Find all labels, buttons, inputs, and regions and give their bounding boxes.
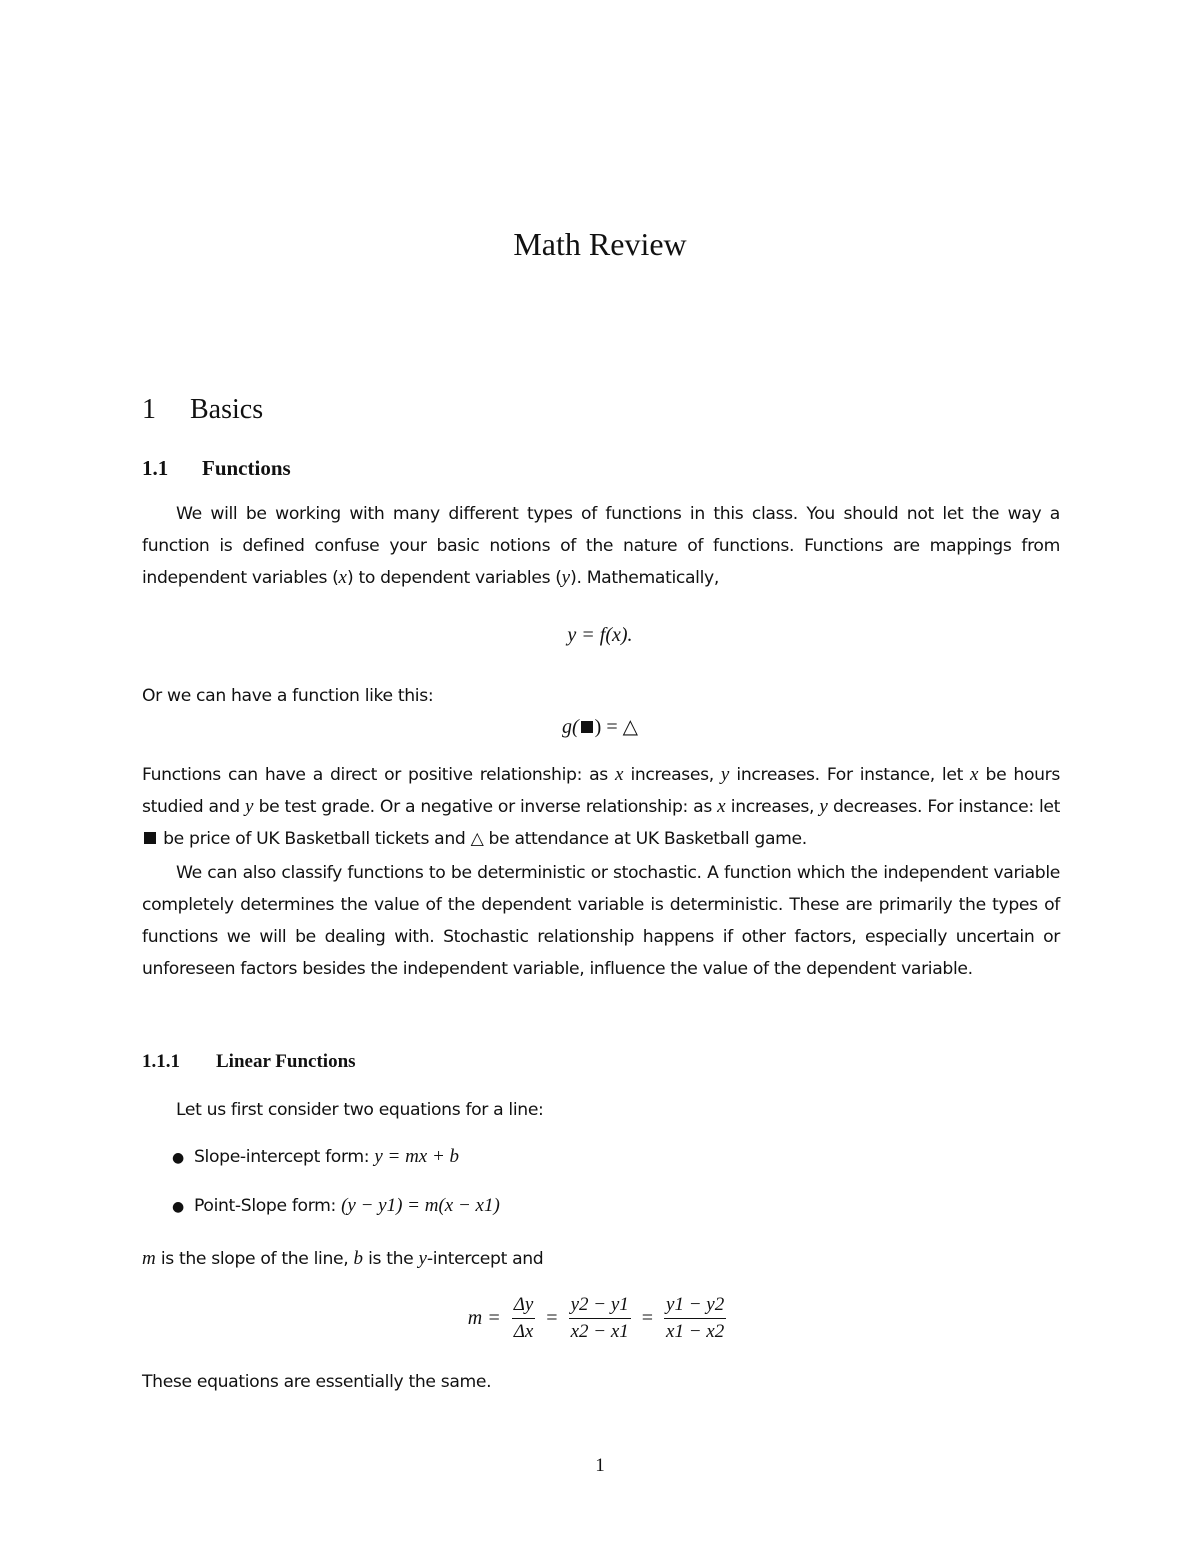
fraction-numerator: y2 − y1 <box>569 1294 631 1319</box>
bullet-math: (y − y1) = m(x − x1) <box>341 1195 500 1216</box>
paragraph-deterministic: We can also classify functions to be deterministic or stochastic. A function which the independent variable completely determines the value of the dependent variable is deterministic. These are primarily the types of functions we will be dealing with. Stochastic relationship happens if other factors, especially uncertain or unforeseen factors besides the independent variable, influence the value of the dependent variable. <box>142 863 1060 979</box>
equation-g-square <box>0 714 1200 739</box>
fraction-delta <box>512 1294 536 1343</box>
para2-f: increases, <box>725 797 820 817</box>
para2-e: be test grade. Or a negative or inverse relationship: as <box>253 797 718 817</box>
bullet-label: Point-Slope form: <box>194 1196 342 1216</box>
fraction-y2-y1 <box>569 1294 631 1343</box>
para1-var-y: y <box>561 567 571 588</box>
subsection-title: Functions <box>202 456 291 480</box>
slope-line-d: -intercept and <box>426 1249 544 1269</box>
bullet-icon: ● <box>172 1199 184 1215</box>
black-square-symbol <box>581 721 593 733</box>
var-y: y <box>720 764 730 785</box>
para2-a: Functions can have a direct or positive relationship: as <box>142 765 615 785</box>
page-number: 1 <box>595 1455 605 1476</box>
section-title: Basics <box>190 394 264 425</box>
line-consider: Let us first consider two equations for a line: <box>176 1100 544 1120</box>
var-b: b <box>353 1248 363 1269</box>
line-or-function: Or we can have a function like this: <box>142 686 434 706</box>
para2-g: decreases. For instance: let <box>827 797 1060 817</box>
var-y: y <box>819 796 828 817</box>
subsubsection-number: 1.1.1 <box>142 1051 180 1072</box>
closing-line: These equations are essentially the same. <box>142 1372 492 1392</box>
line-slope-definition <box>142 1243 1060 1275</box>
para1-text-a: We will be working with many different types of functions in this class. You should not let the way a function is defined confuse your basic notions of the nature of functions. Functions are mappings from independent variables ( <box>142 504 1060 588</box>
fraction-denominator: x2 − x1 <box>570 1321 629 1342</box>
equation-slope <box>0 1294 1200 1343</box>
fraction-numerator: y1 − y2 <box>664 1294 726 1319</box>
equation-y-equals-fx <box>0 624 1200 647</box>
para1-var-x: x <box>338 567 347 588</box>
var-y: y <box>418 1248 427 1269</box>
para2-c: increases. For instance, let <box>729 765 971 785</box>
para1-text-c: ). Mathematically, <box>570 568 719 588</box>
var-y: y <box>244 796 254 817</box>
var-x: x <box>970 764 979 785</box>
slope-line-c: is the <box>362 1249 419 1269</box>
section-number: 1 <box>142 394 156 425</box>
list-item <box>172 1195 500 1217</box>
slope-lhs: m = <box>467 1307 501 1329</box>
var-x: x <box>717 796 726 817</box>
var-x: x <box>614 764 624 785</box>
fraction-denominator: x1 − x2 <box>666 1321 725 1342</box>
paragraph-functions-intro <box>142 498 1060 594</box>
bullet-icon: ● <box>172 1150 184 1166</box>
fraction-y1-y2 <box>664 1294 726 1343</box>
subsection-number: 1.1 <box>142 456 169 480</box>
equation-text: y = f(x). <box>567 624 633 646</box>
equals-sign: = <box>641 1307 654 1329</box>
para2-d: be hours studied and <box>142 765 1060 817</box>
subsubsection-heading <box>142 1051 356 1073</box>
bullet-math: y = mx + b <box>374 1146 460 1167</box>
para2-b: increases, <box>623 765 721 785</box>
subsubsection-title: Linear Functions <box>216 1051 356 1072</box>
var-m: m <box>142 1248 156 1269</box>
page-title: Math Review <box>513 226 687 262</box>
bullet-label: Slope-intercept form: <box>194 1147 375 1167</box>
equals-sign: = <box>546 1307 558 1329</box>
black-square-symbol <box>144 832 156 844</box>
list-item <box>172 1146 459 1168</box>
para2-h: be price of UK Basketball tickets and △ be attendance at UK Basketball game. <box>158 829 807 849</box>
subsection-heading <box>142 456 291 481</box>
slope-line-a: is the slope of the line, <box>155 1249 354 1269</box>
para1-text-b: ) to dependent variables ( <box>346 568 562 588</box>
eq2-prefix: g( <box>562 716 579 738</box>
paragraph-relationships <box>142 759 1060 855</box>
fraction-denominator: Δx <box>513 1321 534 1342</box>
section-heading <box>142 394 263 426</box>
eq2-suffix: ) = △ <box>594 716 638 738</box>
fraction-numerator: Δy <box>512 1294 536 1319</box>
